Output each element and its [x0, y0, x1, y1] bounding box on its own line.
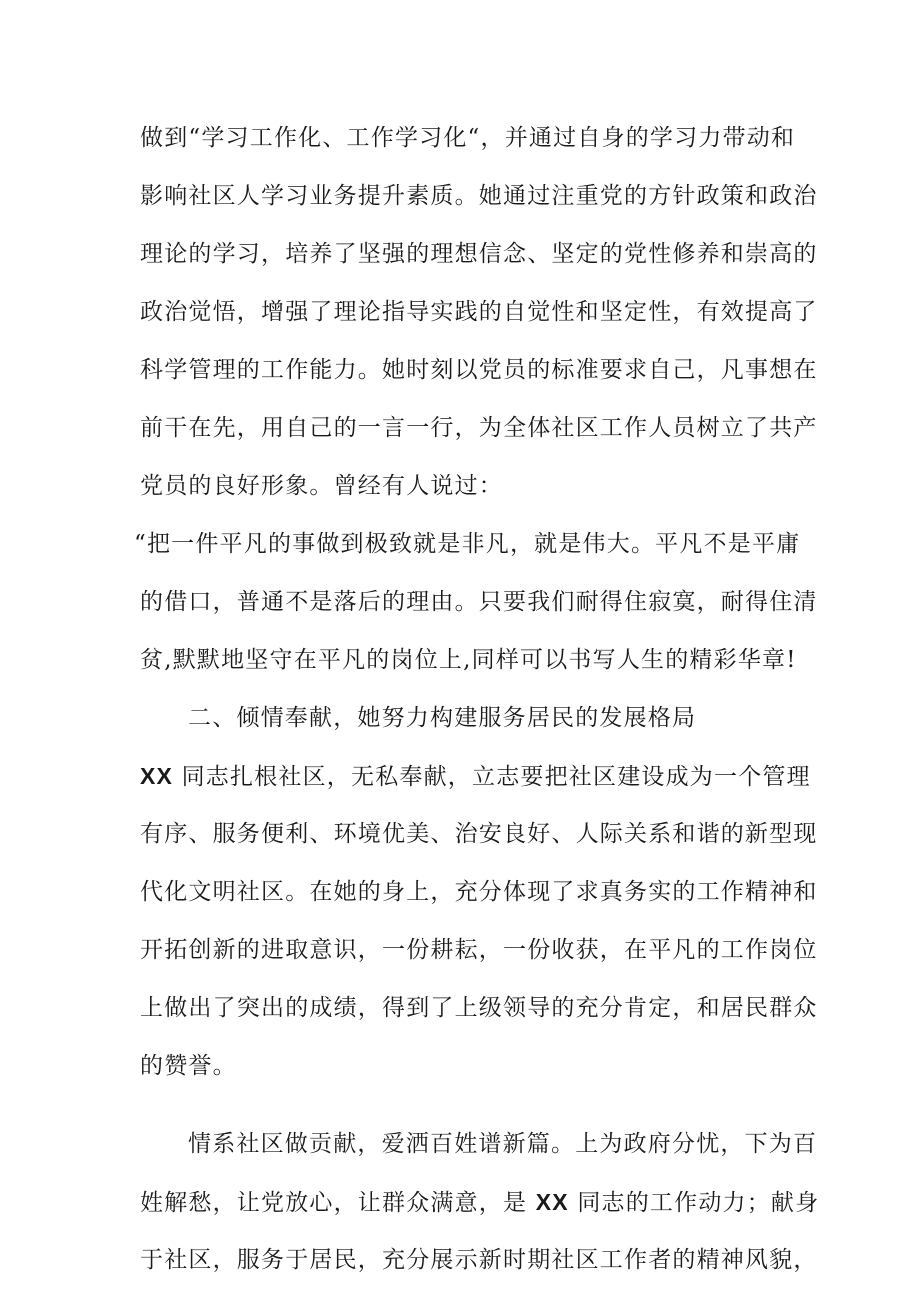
section-heading: 二、倾情奉献，她努力构建服务居民的发展格局	[188, 705, 697, 731]
paragraph-line: 上做出了突出的成绩，得到了上级领导的充分肯定，和居民群众	[140, 995, 818, 1021]
line-text: 姓解愁，让党放心，让群众满意，是	[140, 1190, 528, 1216]
paragraph-line: 的赞誉。	[140, 1053, 237, 1079]
paragraph-line: 党员的良好形象。曾经有人说过：	[140, 473, 503, 499]
paragraph-line: 理论的学习，培养了坚强的理想信念、坚定的党性修养和崇高的	[140, 241, 818, 267]
paragraph-line: 开拓创新的进取意识，一份耕耘，一份收获，在平凡的工作岗位	[140, 937, 818, 963]
paragraph-line	[140, 761, 811, 792]
paragraph-line: 政治觉悟，增强了理论指导实践的自觉性和坚定性，有效提高了	[140, 299, 818, 325]
quote-line: “把一件平凡的事做到极致就是非凡，就是伟大。平凡不是平庸	[134, 531, 801, 557]
paragraph-line: 代化文明社区。在她的身上，充分体现了求真务实的工作精神和	[140, 879, 818, 905]
paragraph-line: 情系社区做贡献，爱洒百姓谱新篇。上为政府分忧，下为百	[188, 1131, 818, 1157]
paragraph-line: 影响社区人学习业务提升素质。她通过注重党的方针政策和政治	[140, 183, 818, 209]
paragraph-line: 于社区，服务于居民，充分展示新时期社区工作者的精神风貌，	[140, 1247, 818, 1273]
paragraph-line	[140, 1187, 820, 1218]
quote-line: 贫,默默地坚守在平凡的岗位上,同样可以书写人生的精彩华章!	[140, 647, 797, 673]
placeholder-name: XX	[535, 1189, 569, 1215]
paragraph-line: 做到“学习工作化、工作学习化“，并通过自身的学习力带动和	[140, 125, 796, 151]
paragraph-line: 前干在先，用自己的一言一行，为全体社区工作人员树立了共产	[140, 415, 818, 441]
paragraph-line: 有序、服务便利、环境优美、治安良好、人际关系和谐的新型现	[140, 821, 818, 847]
quote-line: 的借口，普通不是落后的理由。只要我们耐得住寂寞，耐得住清	[140, 589, 818, 615]
placeholder-name: XX	[140, 763, 174, 789]
line-text: 同志扎根社区，无私奉献，立志要把社区建设成为一个管理	[181, 764, 811, 790]
paragraph-line: 科学管理的工作能力。她时刻以党员的标准要求自己，凡事想在	[140, 357, 818, 383]
line-text: 同志的工作动力；献身	[577, 1190, 820, 1216]
